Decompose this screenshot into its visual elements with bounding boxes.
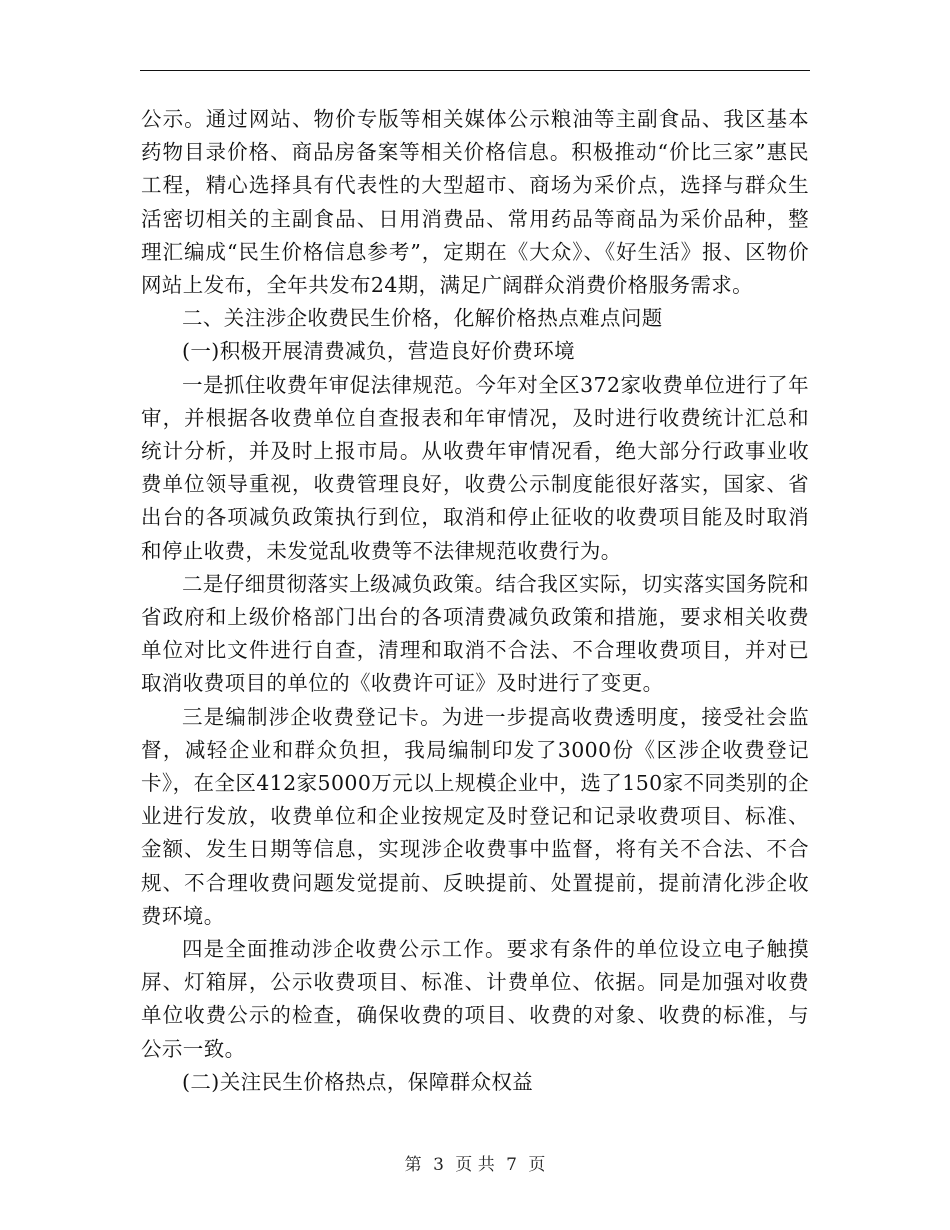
footer-middle: 页 共 xyxy=(455,1155,495,1175)
section-heading-2: 二、关注涉企收费民生价格，化解价格热点难点问题 xyxy=(182,306,663,331)
subsection-heading-2: (二)关注民生价格热点，保障群众权益 xyxy=(182,1069,534,1094)
paragraph-registration-card: 三是编制涉企收费登记卡。为进一步提高收费透明度，接受社会监督，减轻企业和群众负担，我局编制印发了3000份《区涉企收费登记卡》，在全区412家5000万元以上规模企业中，选了150家不同类别的企业进行发放，收费单位和企业按规定及时登记和记录收费项目、标准、金额、发生日期等信息，实现涉企收费事中监督，将有关不合法、不合规、不合理收费问题发觉提前、反映提前、处置提前，提前清化涉企收费环境。 xyxy=(141,704,809,928)
header-rule xyxy=(140,70,810,71)
paragraph-annual-review: 一是抓住收费年审促法律规范。今年对全区372家收费单位进行了年审，并根据各收费单位自查报表和年审情况，及时进行收费统计汇总和统计分析，并及时上报市局。从收费年审情况看，绝大部分行政事业收费单位领导重视，收费管理良好，收费公示制度能很好落实，国家、省出台的各项减负政策执行到位，取消和停止征收的收费项目能及时取消和停止收费，未发觉乱收费等不法律规范收费行为。 xyxy=(141,372,809,563)
footer-prefix: 第 xyxy=(404,1155,422,1175)
subsection-heading-1: (一)积极开展清费减负，营造良好价费环境 xyxy=(182,339,575,364)
paragraph-1: 公示。通过网站、物价专版等相关媒体公示粮油等主副食品、我区基本药物目录价格、商品房备案等相关价格信息。积极推动“价比三家”惠民工程，精心选择具有代表性的大型超市、商场为采价点，选择与群众生活密切相关的主副食品、日用消费品、常用药品等商品为采价品种，整理汇编成“民生价格信息参考”，定期在《大众》、《好生活》报、区物价网站上发布，全年共发布24期，满足广阔群众消费价格服务需求。 xyxy=(141,107,809,298)
footer-suffix: 页 xyxy=(528,1155,546,1175)
document-body xyxy=(141,103,809,1099)
paragraph-fee-publicity: 四是全面推动涉企收费公示工作。要求有条件的单位设立电子触摸屏、灯箱屏，公示收费项目、标准、计费单位、依据。同是加强对收费单位收费公示的检查，确保收费的项目、收费的对象、收费的标准，与公示一致。 xyxy=(141,937,809,1061)
total-pages: 7 xyxy=(506,1155,517,1175)
page-footer xyxy=(0,1153,950,1177)
paragraph-policy-implementation: 二是仔细贯彻落实上级减负政策。结合我区实际，切实落实国务院和省政府和上级价格部门出台的各项清费减负政策和措施，要求相关收费单位对比文件进行自查，清理和取消不合法、不合理收费项目，并对已取消收费项目的单位的《收费许可证》及时进行了变更。 xyxy=(141,571,809,696)
page-number: 3 xyxy=(433,1155,444,1175)
